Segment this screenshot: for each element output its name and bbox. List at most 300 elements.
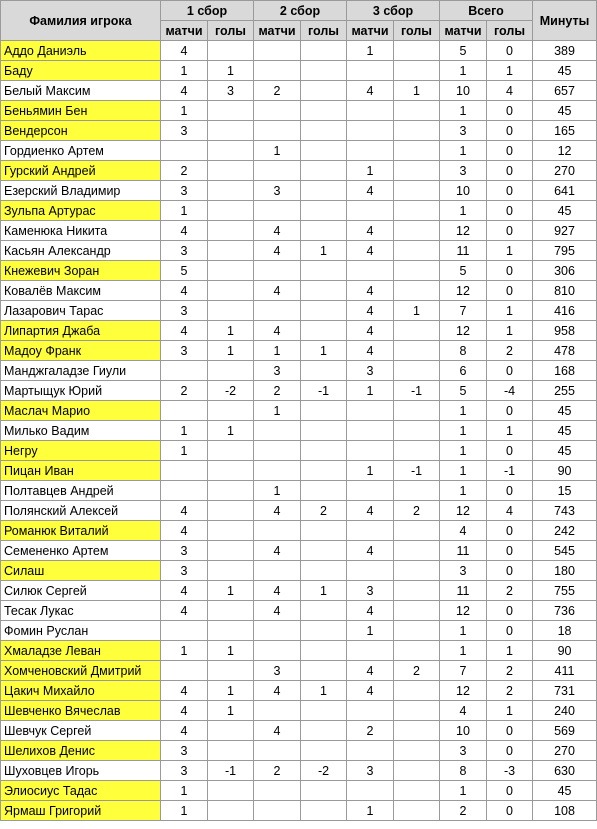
player-name-cell: Мадоу Франк — [1, 341, 161, 361]
camp-1-goals-header: голы — [208, 21, 254, 41]
player-name-cell: Силюк Сергей — [1, 581, 161, 601]
minutes-cell: 657 — [533, 81, 597, 101]
total-matches-cell: 10 — [440, 721, 487, 741]
camp-1-matches-cell: 4 — [161, 81, 208, 101]
camp-2-matches-cell — [254, 561, 301, 581]
minutes-cell: 45 — [533, 441, 597, 461]
camp-2-matches-cell: 4 — [254, 321, 301, 341]
camp-1-matches-cell: 1 — [161, 641, 208, 661]
player-name-cell: Лазарович Тарас — [1, 301, 161, 321]
camp-2-matches-cell — [254, 441, 301, 461]
minutes-cell: 630 — [533, 761, 597, 781]
camp-1-matches-cell: 3 — [161, 561, 208, 581]
player-name-cell: Цакич Михайло — [1, 681, 161, 701]
camp-1-goals-cell — [208, 41, 254, 61]
minutes-cell: 240 — [533, 701, 597, 721]
camp-2-matches-cell: 2 — [254, 381, 301, 401]
camp-1-matches-cell: 3 — [161, 761, 208, 781]
camp-2-matches-cell: 3 — [254, 361, 301, 381]
camp-3-goals-cell — [394, 721, 440, 741]
camp-1-matches-cell: 4 — [161, 321, 208, 341]
camp-3-matches-cell: 1 — [347, 801, 394, 821]
player-name-cell: Негру — [1, 441, 161, 461]
camp-3-goals-cell — [394, 181, 440, 201]
minutes-cell: 18 — [533, 621, 597, 641]
total-matches-cell: 5 — [440, 261, 487, 281]
camp-1-matches-cell: 3 — [161, 341, 208, 361]
camp-1-header: 1 сбор — [161, 1, 254, 21]
total-goals-cell: 0 — [487, 141, 533, 161]
total-goals-cell: 0 — [487, 121, 533, 141]
camp-2-goals-cell — [301, 441, 347, 461]
camp-1-goals-cell: 1 — [208, 701, 254, 721]
total-goals-cell: 2 — [487, 341, 533, 361]
player-name-cell: Шуховцев Игорь — [1, 761, 161, 781]
player-name-cell: Полтавцев Андрей — [1, 481, 161, 501]
minutes-cell: 168 — [533, 361, 597, 381]
camp-3-goals-cell: 2 — [394, 501, 440, 521]
camp-3-goals-cell — [394, 781, 440, 801]
camp-1-goals-cell: 1 — [208, 341, 254, 361]
minutes-cell: 270 — [533, 161, 597, 181]
camp-2-goals-cell: -2 — [301, 761, 347, 781]
camp-3-matches-cell — [347, 561, 394, 581]
camp-1-matches-cell: 1 — [161, 101, 208, 121]
minutes-header: Минуты — [533, 1, 597, 41]
player-name-cell: Романюк Виталий — [1, 521, 161, 541]
camp-3-goals-cell — [394, 121, 440, 141]
minutes-cell: 45 — [533, 781, 597, 801]
camp-2-goals-cell — [301, 781, 347, 801]
total-goals-cell: 0 — [487, 621, 533, 641]
total-goals-cell: 4 — [487, 501, 533, 521]
camp-2-matches-cell — [254, 121, 301, 141]
total-goals-cell: -1 — [487, 461, 533, 481]
camp-2-goals-cell — [301, 221, 347, 241]
camp-1-goals-cell — [208, 441, 254, 461]
camp-2-goals-cell: 2 — [301, 501, 347, 521]
player-name-cell: Липартия Джаба — [1, 321, 161, 341]
camp-3-goals-cell — [394, 241, 440, 261]
camp-3-matches-cell — [347, 441, 394, 461]
camp-3-matches-cell: 4 — [347, 281, 394, 301]
camp-3-matches-cell — [347, 101, 394, 121]
camp-3-goals-cell — [394, 681, 440, 701]
minutes-cell: 270 — [533, 741, 597, 761]
player-name-cell: Шелихов Денис — [1, 741, 161, 761]
camp-2-goals-cell — [301, 161, 347, 181]
camp-1-goals-cell — [208, 481, 254, 501]
total-goals-cell: 0 — [487, 441, 533, 461]
camp-3-goals-cell — [394, 481, 440, 501]
camp-2-matches-cell — [254, 201, 301, 221]
camp-2-matches-cell — [254, 41, 301, 61]
player-name-cell: Полянский Алексей — [1, 501, 161, 521]
player-name-cell: Милько Вадим — [1, 421, 161, 441]
player-name-cell: Тесак Лукас — [1, 601, 161, 621]
camp-1-goals-cell: 1 — [208, 61, 254, 81]
table-row — [1, 221, 597, 241]
camp-2-goals-cell — [301, 481, 347, 501]
total-goals-cell: 0 — [487, 221, 533, 241]
camp-1-matches-cell — [161, 481, 208, 501]
player-name-cell: Мартыщук Юрий — [1, 381, 161, 401]
camp-2-matches-cell: 4 — [254, 221, 301, 241]
total-matches-cell: 7 — [440, 661, 487, 681]
camp-3-matches-cell: 4 — [347, 541, 394, 561]
total-goals-cell: 1 — [487, 701, 533, 721]
camp-3-matches-cell: 3 — [347, 761, 394, 781]
camp-3-goals-cell: 2 — [394, 661, 440, 681]
camp-2-matches-cell — [254, 741, 301, 761]
total-matches-cell: 11 — [440, 581, 487, 601]
camp-3-goals-cell — [394, 581, 440, 601]
player-name-cell: Гурский Андрей — [1, 161, 161, 181]
camp-1-matches-cell: 5 — [161, 261, 208, 281]
player-name-cell: Беньямин Бен — [1, 101, 161, 121]
camp-2-matches-cell — [254, 781, 301, 801]
camp-2-matches-cell — [254, 61, 301, 81]
camp-1-goals-cell — [208, 521, 254, 541]
total-goals-cell: 0 — [487, 561, 533, 581]
camp-1-matches-cell: 4 — [161, 501, 208, 521]
camp-2-goals-cell — [301, 261, 347, 281]
camp-2-matches-cell — [254, 161, 301, 181]
player-name-header: Фамилия игрока — [1, 1, 161, 41]
camp-1-goals-cell — [208, 741, 254, 761]
camp-1-matches-cell: 1 — [161, 201, 208, 221]
camp-1-goals-cell — [208, 721, 254, 741]
total-matches-header: матчи — [440, 21, 487, 41]
total-goals-cell: 0 — [487, 521, 533, 541]
total-matches-cell: 1 — [440, 621, 487, 641]
player-name-cell: Шевчук Сергей — [1, 721, 161, 741]
camp-2-goals-cell — [301, 141, 347, 161]
total-goals-cell: 1 — [487, 61, 533, 81]
camp-3-goals-cell: 1 — [394, 81, 440, 101]
minutes-cell: 15 — [533, 481, 597, 501]
total-matches-cell: 3 — [440, 561, 487, 581]
camp-2-matches-cell: 4 — [254, 681, 301, 701]
camp-3-matches-cell — [347, 741, 394, 761]
total-goals-cell: 0 — [487, 781, 533, 801]
player-name-cell: Езерский Владимир — [1, 181, 161, 201]
table-row — [1, 281, 597, 301]
camp-3-matches-cell: 4 — [347, 241, 394, 261]
camp-3-matches-cell: 4 — [347, 661, 394, 681]
camp-2-goals-cell — [301, 561, 347, 581]
camp-1-matches-cell: 2 — [161, 161, 208, 181]
camp-2-goals-cell — [301, 201, 347, 221]
camp-3-goals-cell — [394, 361, 440, 381]
camp-3-goals-cell — [394, 761, 440, 781]
camp-2-matches-cell — [254, 261, 301, 281]
total-goals-cell: 0 — [487, 401, 533, 421]
camp-2-goals-cell — [301, 61, 347, 81]
total-goals-cell: 4 — [487, 81, 533, 101]
player-name-cell: Гордиенко Артем — [1, 141, 161, 161]
camp-1-matches-cell: 4 — [161, 41, 208, 61]
camp-1-goals-cell — [208, 401, 254, 421]
camp-3-goals-cell — [394, 61, 440, 81]
camp-1-goals-cell — [208, 461, 254, 481]
camp-3-goals-cell — [394, 421, 440, 441]
player-name-cell: Силаш — [1, 561, 161, 581]
table-row — [1, 661, 597, 681]
camp-2-goals-cell — [301, 101, 347, 121]
total-goals-cell: 0 — [487, 281, 533, 301]
camp-2-goals-cell — [301, 401, 347, 421]
camp-1-goals-cell: 1 — [208, 321, 254, 341]
camp-2-goals-cell — [301, 701, 347, 721]
camp-2-goals-cell — [301, 121, 347, 141]
camp-2-matches-cell — [254, 801, 301, 821]
camp-3-matches-cell: 2 — [347, 721, 394, 741]
player-name-cell: Фомин Руслан — [1, 621, 161, 641]
total-matches-cell: 1 — [440, 461, 487, 481]
minutes-cell: 90 — [533, 641, 597, 661]
total-matches-cell: 11 — [440, 541, 487, 561]
minutes-cell: 45 — [533, 421, 597, 441]
camp-3-matches-cell: 4 — [347, 681, 394, 701]
table-row — [1, 601, 597, 621]
camp-2-goals-cell: 1 — [301, 241, 347, 261]
camp-1-goals-cell: -1 — [208, 761, 254, 781]
camp-2-matches-cell — [254, 461, 301, 481]
table-row — [1, 561, 597, 581]
camp-3-matches-cell: 4 — [347, 301, 394, 321]
camp-3-matches-cell: 1 — [347, 161, 394, 181]
camp-2-matches-cell: 1 — [254, 141, 301, 161]
camp-2-matches-cell: 1 — [254, 401, 301, 421]
total-goals-cell: 0 — [487, 361, 533, 381]
total-matches-cell: 4 — [440, 701, 487, 721]
camp-3-matches-cell — [347, 201, 394, 221]
minutes-cell: 255 — [533, 381, 597, 401]
camp-3-goals-cell — [394, 141, 440, 161]
camp-1-matches-cell: 1 — [161, 441, 208, 461]
table-row — [1, 441, 597, 461]
total-matches-cell: 1 — [440, 421, 487, 441]
table-body — [1, 41, 597, 821]
camp-3-matches-cell: 4 — [347, 221, 394, 241]
camp-2-goals-cell — [301, 661, 347, 681]
camp-2-matches-header: матчи — [254, 21, 301, 41]
total-matches-cell: 1 — [440, 201, 487, 221]
table-row — [1, 781, 597, 801]
camp-1-matches-cell: 4 — [161, 281, 208, 301]
table-row — [1, 801, 597, 821]
camp-1-matches-cell: 1 — [161, 61, 208, 81]
camp-3-matches-cell — [347, 701, 394, 721]
camp-2-header: 2 сбор — [254, 1, 347, 21]
player-name-cell: Манджгаладзе Гиули — [1, 361, 161, 381]
total-goals-cell: 0 — [487, 481, 533, 501]
total-goals-cell: 1 — [487, 321, 533, 341]
camp-3-goals-cell — [394, 401, 440, 421]
total-matches-cell: 1 — [440, 481, 487, 501]
player-name-cell: Зульпа Артурас — [1, 201, 161, 221]
table-row — [1, 701, 597, 721]
table-row — [1, 401, 597, 421]
total-matches-cell: 1 — [440, 141, 487, 161]
minutes-cell: 45 — [533, 61, 597, 81]
minutes-cell: 958 — [533, 321, 597, 341]
total-goals-cell: 0 — [487, 721, 533, 741]
total-goals-cell: 1 — [487, 241, 533, 261]
total-goals-cell: 0 — [487, 261, 533, 281]
camp-2-matches-cell: 4 — [254, 281, 301, 301]
minutes-cell: 165 — [533, 121, 597, 141]
camp-2-matches-cell — [254, 621, 301, 641]
camp-1-goals-cell — [208, 161, 254, 181]
camp-2-matches-cell: 1 — [254, 481, 301, 501]
total-goals-cell: 0 — [487, 101, 533, 121]
total-matches-cell: 4 — [440, 521, 487, 541]
camp-2-goals-cell — [301, 741, 347, 761]
total-matches-cell: 12 — [440, 281, 487, 301]
total-matches-cell: 1 — [440, 101, 487, 121]
camp-1-goals-cell — [208, 101, 254, 121]
total-matches-cell: 1 — [440, 781, 487, 801]
camp-3-matches-header: матчи — [347, 21, 394, 41]
table-row — [1, 481, 597, 501]
camp-1-matches-cell — [161, 141, 208, 161]
camp-1-matches-cell: 4 — [161, 601, 208, 621]
camp-3-goals-cell — [394, 641, 440, 661]
camp-1-matches-cell: 3 — [161, 541, 208, 561]
camp-1-goals-cell — [208, 621, 254, 641]
total-goals-cell: 1 — [487, 421, 533, 441]
camp-1-goals-cell: 3 — [208, 81, 254, 101]
camp-2-goals-cell: -1 — [301, 381, 347, 401]
table-row — [1, 101, 597, 121]
camp-3-goals-cell — [394, 801, 440, 821]
table-row — [1, 161, 597, 181]
player-name-cell: Аддо Даниэль — [1, 41, 161, 61]
table-row — [1, 621, 597, 641]
minutes-cell: 242 — [533, 521, 597, 541]
total-matches-cell: 10 — [440, 81, 487, 101]
camp-3-goals-cell: -1 — [394, 461, 440, 481]
camp-3-goals-cell — [394, 541, 440, 561]
camp-1-goals-cell — [208, 241, 254, 261]
camp-1-goals-cell — [208, 261, 254, 281]
camp-3-matches-cell — [347, 421, 394, 441]
camp-2-matches-cell: 1 — [254, 341, 301, 361]
total-goals-cell: 0 — [487, 181, 533, 201]
camp-3-matches-cell: 4 — [347, 501, 394, 521]
table-row — [1, 81, 597, 101]
camp-3-goals-cell — [394, 521, 440, 541]
camp-3-goals-cell: 1 — [394, 301, 440, 321]
total-goals-header: голы — [487, 21, 533, 41]
camp-2-goals-cell: 1 — [301, 581, 347, 601]
camp-1-matches-cell: 4 — [161, 681, 208, 701]
player-name-cell: Маслач Марио — [1, 401, 161, 421]
camp-3-matches-cell — [347, 141, 394, 161]
camp-2-matches-cell: 2 — [254, 81, 301, 101]
minutes-cell: 927 — [533, 221, 597, 241]
camp-3-goals-cell — [394, 201, 440, 221]
camp-3-goals-header: голы — [394, 21, 440, 41]
camp-2-matches-cell: 3 — [254, 661, 301, 681]
table-row — [1, 641, 597, 661]
camp-1-matches-cell: 3 — [161, 181, 208, 201]
camp-1-goals-cell: -2 — [208, 381, 254, 401]
camp-3-matches-cell: 4 — [347, 181, 394, 201]
camp-1-goals-cell — [208, 501, 254, 521]
player-name-cell: Кнежевич Зоран — [1, 261, 161, 281]
camp-2-goals-cell — [301, 601, 347, 621]
total-matches-cell: 3 — [440, 121, 487, 141]
minutes-cell: 569 — [533, 721, 597, 741]
total-matches-cell: 10 — [440, 181, 487, 201]
total-goals-cell: 2 — [487, 661, 533, 681]
minutes-cell: 306 — [533, 261, 597, 281]
player-name-cell: Хомченовский Дмитрий — [1, 661, 161, 681]
total-matches-cell: 1 — [440, 441, 487, 461]
table-row — [1, 181, 597, 201]
camp-1-goals-cell — [208, 801, 254, 821]
total-goals-cell: -4 — [487, 381, 533, 401]
camp-2-goals-cell — [301, 41, 347, 61]
table-row — [1, 201, 597, 221]
camp-3-matches-cell — [347, 121, 394, 141]
total-matches-cell: 5 — [440, 381, 487, 401]
table-row — [1, 461, 597, 481]
total-matches-cell: 12 — [440, 501, 487, 521]
total-goals-cell: 2 — [487, 581, 533, 601]
table-row — [1, 241, 597, 261]
camp-3-matches-cell: 3 — [347, 361, 394, 381]
total-goals-cell: 0 — [487, 201, 533, 221]
camp-2-goals-cell — [301, 421, 347, 441]
camp-2-goals-cell — [301, 181, 347, 201]
table-row — [1, 761, 597, 781]
camp-2-goals-cell — [301, 281, 347, 301]
player-name-cell: Элиосиус Тадас — [1, 781, 161, 801]
minutes-cell: 45 — [533, 201, 597, 221]
camp-1-matches-cell — [161, 401, 208, 421]
total-goals-cell: 0 — [487, 161, 533, 181]
total-goals-cell: 0 — [487, 741, 533, 761]
camp-3-goals-cell — [394, 221, 440, 241]
camp-1-goals-cell — [208, 361, 254, 381]
camp-2-matches-cell — [254, 641, 301, 661]
camp-1-matches-cell — [161, 461, 208, 481]
table-row — [1, 521, 597, 541]
camp-3-goals-cell — [394, 741, 440, 761]
camp-1-goals-cell — [208, 301, 254, 321]
player-name-cell: Семененко Артем — [1, 541, 161, 561]
total-goals-cell: 0 — [487, 801, 533, 821]
player-name-cell: Вендерсон — [1, 121, 161, 141]
camp-3-matches-cell: 1 — [347, 621, 394, 641]
table-row — [1, 501, 597, 521]
camp-3-goals-cell — [394, 41, 440, 61]
table-row — [1, 541, 597, 561]
table-row — [1, 61, 597, 81]
player-name-cell: Шевченко Вячеслав — [1, 701, 161, 721]
table-row — [1, 121, 597, 141]
camp-3-matches-cell: 3 — [347, 581, 394, 601]
camp-1-goals-cell: 1 — [208, 681, 254, 701]
minutes-cell: 736 — [533, 601, 597, 621]
camp-3-goals-cell — [394, 341, 440, 361]
total-matches-cell: 5 — [440, 41, 487, 61]
minutes-cell: 810 — [533, 281, 597, 301]
